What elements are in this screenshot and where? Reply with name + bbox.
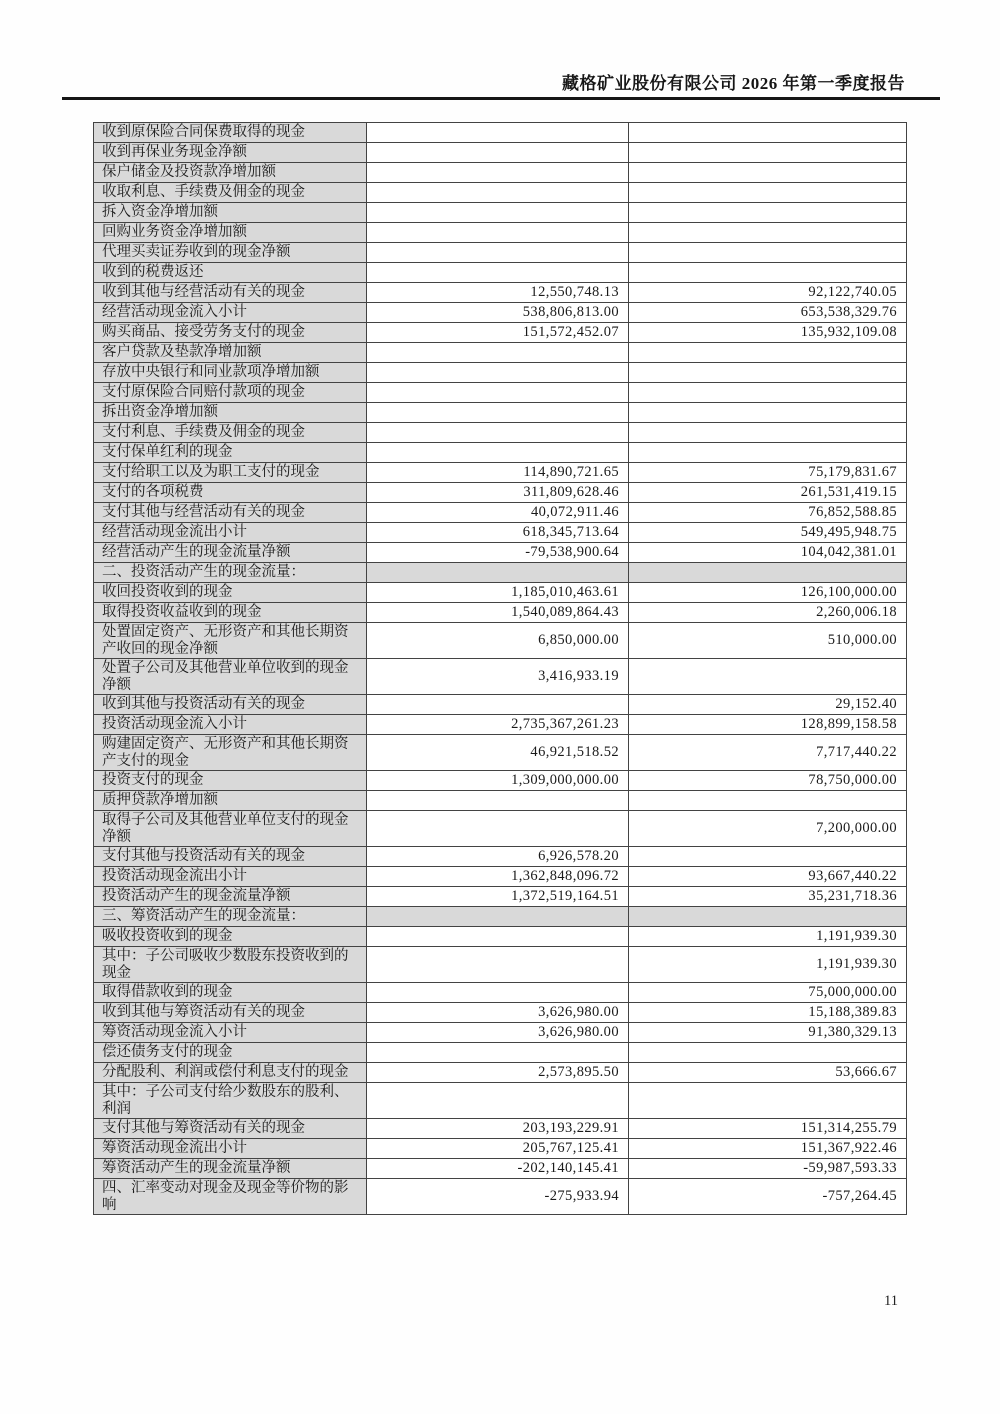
row-item-label: 收到的税费返还 xyxy=(94,263,367,283)
row-item-label: 支付保单红利的现金 xyxy=(94,443,367,463)
table-row xyxy=(94,867,907,887)
row-item-label: 质押贷款净增加额 xyxy=(94,791,367,811)
value-prior-period: 1,191,939.30 xyxy=(629,927,907,947)
value-current-period xyxy=(367,403,629,423)
table-row xyxy=(94,543,907,563)
table-row xyxy=(94,1083,907,1119)
value-prior-period: 549,495,948.75 xyxy=(629,523,907,543)
row-item-label: 取得子公司及其他营业单位支付的现金净额 xyxy=(94,811,367,847)
value-current-period: 203,193,229.91 xyxy=(367,1119,629,1139)
value-prior-period: 1,191,939.30 xyxy=(629,947,907,983)
row-item-label: 收到其他与经营活动有关的现金 xyxy=(94,283,367,303)
value-current-period xyxy=(367,343,629,363)
value-prior-period xyxy=(629,383,907,403)
page-number: 11 xyxy=(884,1293,898,1309)
table-row xyxy=(94,847,907,867)
row-item-label: 收取利息、手续费及佣金的现金 xyxy=(94,183,367,203)
table-row xyxy=(94,1003,907,1023)
value-current-period: -79,538,900.64 xyxy=(367,543,629,563)
table-row xyxy=(94,1043,907,1063)
value-prior-period: 2,260,006.18 xyxy=(629,603,907,623)
value-prior-period: 135,932,109.08 xyxy=(629,323,907,343)
row-item-label: 代理买卖证券收到的现金净额 xyxy=(94,243,367,263)
value-prior-period xyxy=(629,263,907,283)
row-item-label: 吸收投资收到的现金 xyxy=(94,927,367,947)
table-row xyxy=(94,735,907,771)
value-current-period: 40,072,911.46 xyxy=(367,503,629,523)
value-current-period xyxy=(367,907,629,927)
value-current-period xyxy=(367,143,629,163)
value-current-period: 311,809,628.46 xyxy=(367,483,629,503)
row-item-label: 购建固定资产、无形资产和其他长期资产支付的现金 xyxy=(94,735,367,771)
table-row xyxy=(94,523,907,543)
value-prior-period xyxy=(629,223,907,243)
value-current-period xyxy=(367,223,629,243)
row-item-label: 存放中央银行和同业款项净增加额 xyxy=(94,363,367,383)
row-item-label: 经营活动现金流入小计 xyxy=(94,303,367,323)
value-current-period: -202,140,145.41 xyxy=(367,1159,629,1179)
value-current-period xyxy=(367,1043,629,1063)
row-item-label: 偿还债务支付的现金 xyxy=(94,1043,367,1063)
value-current-period: 12,550,748.13 xyxy=(367,283,629,303)
table-row xyxy=(94,503,907,523)
table-row xyxy=(94,283,907,303)
value-prior-period xyxy=(629,363,907,383)
value-current-period: 1,362,848,096.72 xyxy=(367,867,629,887)
value-current-period: 1,540,089,864.43 xyxy=(367,603,629,623)
value-current-period: -275,933.94 xyxy=(367,1179,629,1215)
table-row xyxy=(94,343,907,363)
table-row xyxy=(94,947,907,983)
table-row xyxy=(94,263,907,283)
value-prior-period: 78,750,000.00 xyxy=(629,771,907,791)
table-row xyxy=(94,887,907,907)
row-item-label: 取得投资收益收到的现金 xyxy=(94,603,367,623)
value-prior-period: 53,666.67 xyxy=(629,1063,907,1083)
value-prior-period: 75,000,000.00 xyxy=(629,983,907,1003)
value-current-period: 1,185,010,463.61 xyxy=(367,583,629,603)
table-row xyxy=(94,243,907,263)
value-prior-period: 128,899,158.58 xyxy=(629,715,907,735)
value-current-period: 618,345,713.64 xyxy=(367,523,629,543)
row-item-label: 收到其他与筹资活动有关的现金 xyxy=(94,1003,367,1023)
value-prior-period xyxy=(629,1083,907,1119)
table-row xyxy=(94,463,907,483)
value-current-period xyxy=(367,163,629,183)
table-row xyxy=(94,183,907,203)
row-item-label: 支付其他与经营活动有关的现金 xyxy=(94,503,367,523)
value-current-period: 3,416,933.19 xyxy=(367,659,629,695)
value-current-period xyxy=(367,563,629,583)
value-prior-period xyxy=(629,659,907,695)
row-item-label: 支付的各项税费 xyxy=(94,483,367,503)
table-row xyxy=(94,323,907,343)
value-current-period xyxy=(367,203,629,223)
value-prior-period: 91,380,329.13 xyxy=(629,1023,907,1043)
value-prior-period: -59,987,593.33 xyxy=(629,1159,907,1179)
table-row xyxy=(94,659,907,695)
value-prior-period xyxy=(629,847,907,867)
row-item-label: 支付其他与筹资活动有关的现金 xyxy=(94,1119,367,1139)
table-row xyxy=(94,143,907,163)
value-current-period: 205,767,125.41 xyxy=(367,1139,629,1159)
value-prior-period: 510,000.00 xyxy=(629,623,907,659)
row-item-label: 筹资活动产生的现金流量净额 xyxy=(94,1159,367,1179)
value-current-period: 538,806,813.00 xyxy=(367,303,629,323)
value-current-period: 3,626,980.00 xyxy=(367,1023,629,1043)
row-item-label: 拆入资金净增加额 xyxy=(94,203,367,223)
row-item-label: 取得借款收到的现金 xyxy=(94,983,367,1003)
table-row xyxy=(94,1023,907,1043)
row-item-label: 支付其他与投资活动有关的现金 xyxy=(94,847,367,867)
table-row xyxy=(94,383,907,403)
value-prior-period xyxy=(629,183,907,203)
value-current-period: 46,921,518.52 xyxy=(367,735,629,771)
section-header-row xyxy=(94,907,907,927)
row-item-label: 保户储金及投资款净增加额 xyxy=(94,163,367,183)
value-prior-period: 93,667,440.22 xyxy=(629,867,907,887)
table-row xyxy=(94,483,907,503)
table-row xyxy=(94,223,907,243)
value-current-period xyxy=(367,695,629,715)
row-item-label: 投资活动现金流入小计 xyxy=(94,715,367,735)
table-row xyxy=(94,1063,907,1083)
row-item-label: 三、筹资活动产生的现金流量： xyxy=(94,907,367,927)
value-prior-period: 76,852,588.85 xyxy=(629,503,907,523)
row-item-label: 支付给职工以及为职工支付的现金 xyxy=(94,463,367,483)
table-row xyxy=(94,695,907,715)
value-current-period xyxy=(367,183,629,203)
value-current-period xyxy=(367,123,629,143)
table-row xyxy=(94,583,907,603)
value-current-period: 6,926,578.20 xyxy=(367,847,629,867)
row-item-label: 四、汇率变动对现金及现金等价物的影响 xyxy=(94,1179,367,1215)
row-item-label: 筹资活动现金流出小计 xyxy=(94,1139,367,1159)
value-current-period xyxy=(367,791,629,811)
value-prior-period: 151,314,255.79 xyxy=(629,1119,907,1139)
value-current-period: 3,626,980.00 xyxy=(367,1003,629,1023)
value-prior-period xyxy=(629,791,907,811)
table-row xyxy=(94,771,907,791)
value-current-period xyxy=(367,423,629,443)
table-row xyxy=(94,1159,907,1179)
row-item-label: 收到再保业务现金净额 xyxy=(94,143,367,163)
row-item-label: 其中：子公司支付给少数股东的股利、利润 xyxy=(94,1083,367,1119)
value-prior-period: 104,042,381.01 xyxy=(629,543,907,563)
table-row xyxy=(94,163,907,183)
value-prior-period: 15,188,389.83 xyxy=(629,1003,907,1023)
row-item-label: 回购业务资金净增加额 xyxy=(94,223,367,243)
value-prior-period: 151,367,922.46 xyxy=(629,1139,907,1159)
value-current-period: 2,573,895.50 xyxy=(367,1063,629,1083)
value-current-period: 1,309,000,000.00 xyxy=(367,771,629,791)
table-row xyxy=(94,1139,907,1159)
table-row xyxy=(94,811,907,847)
cashflow-table-body xyxy=(94,123,907,1215)
value-prior-period xyxy=(629,163,907,183)
row-item-label: 收到其他与投资活动有关的现金 xyxy=(94,695,367,715)
row-item-label: 经营活动产生的现金流量净额 xyxy=(94,543,367,563)
value-prior-period xyxy=(629,143,907,163)
value-prior-period xyxy=(629,203,907,223)
value-current-period xyxy=(367,443,629,463)
row-item-label: 购买商品、接受劳务支付的现金 xyxy=(94,323,367,343)
value-prior-period: 92,122,740.05 xyxy=(629,283,907,303)
table-row xyxy=(94,603,907,623)
row-item-label: 支付原保险合同赔付款项的现金 xyxy=(94,383,367,403)
row-item-label: 投资活动产生的现金流量净额 xyxy=(94,887,367,907)
value-current-period xyxy=(367,383,629,403)
row-item-label: 经营活动现金流出小计 xyxy=(94,523,367,543)
row-item-label: 筹资活动现金流入小计 xyxy=(94,1023,367,1043)
value-prior-period: 261,531,419.15 xyxy=(629,483,907,503)
value-prior-period xyxy=(629,123,907,143)
row-item-label: 处置固定资产、无形资产和其他长期资产收回的现金净额 xyxy=(94,623,367,659)
table-row xyxy=(94,1179,907,1215)
value-current-period: 6,850,000.00 xyxy=(367,623,629,659)
table-row xyxy=(94,927,907,947)
value-current-period: 1,372,519,164.51 xyxy=(367,887,629,907)
table-row xyxy=(94,123,907,143)
value-prior-period xyxy=(629,343,907,363)
cashflow-table xyxy=(93,122,907,1215)
value-prior-period: 653,538,329.76 xyxy=(629,303,907,323)
row-item-label: 其中：子公司吸收少数股东投资收到的现金 xyxy=(94,947,367,983)
table-row xyxy=(94,303,907,323)
table-row xyxy=(94,363,907,383)
value-prior-period: 29,152.40 xyxy=(629,695,907,715)
row-item-label: 处置子公司及其他营业单位收到的现金净额 xyxy=(94,659,367,695)
value-prior-period: -757,264.45 xyxy=(629,1179,907,1215)
value-prior-period: 75,179,831.67 xyxy=(629,463,907,483)
value-prior-period xyxy=(629,1043,907,1063)
value-current-period: 114,890,721.65 xyxy=(367,463,629,483)
row-item-label: 投资活动现金流出小计 xyxy=(94,867,367,887)
value-current-period xyxy=(367,983,629,1003)
table-row xyxy=(94,715,907,735)
row-item-label: 二、投资活动产生的现金流量： xyxy=(94,563,367,583)
table-row xyxy=(94,791,907,811)
value-current-period xyxy=(367,263,629,283)
row-item-label: 投资支付的现金 xyxy=(94,771,367,791)
value-prior-period: 7,200,000.00 xyxy=(629,811,907,847)
value-current-period xyxy=(367,811,629,847)
value-prior-period xyxy=(629,907,907,927)
row-item-label: 分配股利、利润或偿付利息支付的现金 xyxy=(94,1063,367,1083)
table-row xyxy=(94,443,907,463)
value-prior-period xyxy=(629,423,907,443)
row-item-label: 客户贷款及垫款净增加额 xyxy=(94,343,367,363)
row-item-label: 拆出资金净增加额 xyxy=(94,403,367,423)
table-row xyxy=(94,983,907,1003)
row-item-label: 支付利息、手续费及佣金的现金 xyxy=(94,423,367,443)
table-row xyxy=(94,203,907,223)
row-item-label: 收回投资收到的现金 xyxy=(94,583,367,603)
value-prior-period xyxy=(629,443,907,463)
value-current-period xyxy=(367,947,629,983)
section-header-row xyxy=(94,563,907,583)
value-current-period xyxy=(367,363,629,383)
value-current-period xyxy=(367,1083,629,1119)
value-prior-period xyxy=(629,563,907,583)
value-current-period xyxy=(367,243,629,263)
header-divider xyxy=(62,97,940,100)
table-row xyxy=(94,403,907,423)
table-row xyxy=(94,623,907,659)
value-prior-period: 126,100,000.00 xyxy=(629,583,907,603)
value-current-period: 151,572,452.07 xyxy=(367,323,629,343)
value-prior-period xyxy=(629,403,907,423)
page-header-title: 藏格矿业股份有限公司 2026 年第一季度报告 xyxy=(562,74,905,93)
table-row xyxy=(94,423,907,443)
value-current-period xyxy=(367,927,629,947)
value-prior-period: 35,231,718.36 xyxy=(629,887,907,907)
table-row xyxy=(94,1119,907,1139)
value-prior-period: 7,717,440.22 xyxy=(629,735,907,771)
value-prior-period xyxy=(629,243,907,263)
value-current-period: 2,735,367,261.23 xyxy=(367,715,629,735)
row-item-label: 收到原保险合同保费取得的现金 xyxy=(94,123,367,143)
